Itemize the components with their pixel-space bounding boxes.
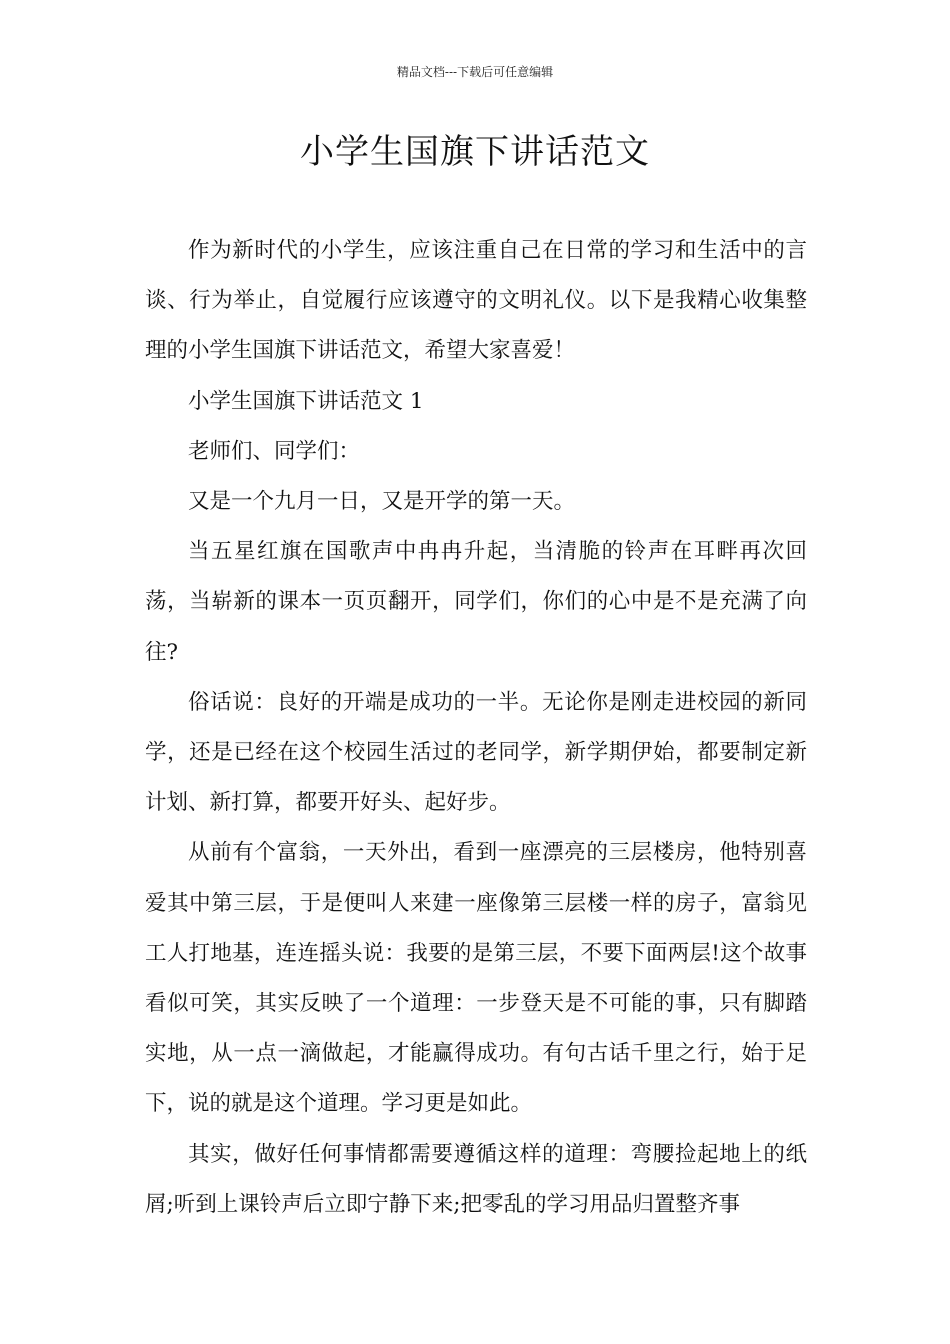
paragraph: 又是一个九月一日，又是开学的第一天。 (188, 489, 576, 515)
paragraph: 当五星红旗在国歌声中冉冉升起，当清脆的铃声在耳畔再次回荡，当崭新的课本一页页翻开，同学们，你们的心中是不是充满了向往? (145, 539, 807, 665)
paragraph: 俗话说：良好的开端是成功的一半。无论你是刚走进校园的新同学，还是已经在这个校园生活过的老同学，新学期伊始，都要制定新计划、新打算，都要开好头、起好步。 (145, 689, 807, 816)
paragraph: 从前有个富翁，一天外出，看到一座漂亮的三层楼房，他特别喜爱其中第三层，于是便叫人来建一座像第三层楼一样的房子，富翁见工人打地基，连连摇头说：我要的是第三层，不要下面两层!这个故事看似可笑，其实反映了一个道理：一步登天是不可能的事，只有脚踏实地，从一点一滴做起，才能赢得成功。有句古话千里之行，始于足下，说的就是这个道理。学习更是如此。 (145, 840, 807, 1117)
paragraph-greeting: 老师们、同学们： (188, 438, 361, 464)
header-note: 精品文档---下载后可任意编辑 (396, 65, 554, 79)
paragraph-intro: 作为新时代的小学生，应该注重自己在日常的学习和生活中的言谈、行为举止，自觉履行应该遵守的文明礼仪。以下是我精心收集整理的小学生国旗下讲话范文，希望大家喜爱！ (145, 238, 807, 364)
document-body (145, 226, 807, 1230)
document-title: 小学生国旗下讲话范文 (300, 132, 650, 172)
section-heading: 小学生国旗下讲话范文 1 (188, 388, 424, 414)
paragraph: 其实，做好任何事情都需要遵循这样的道理：弯腰捡起地上的纸屑;听到上课铃声后立即宁静下来;把零乱的学习用品归置整齐事 (145, 1141, 807, 1217)
